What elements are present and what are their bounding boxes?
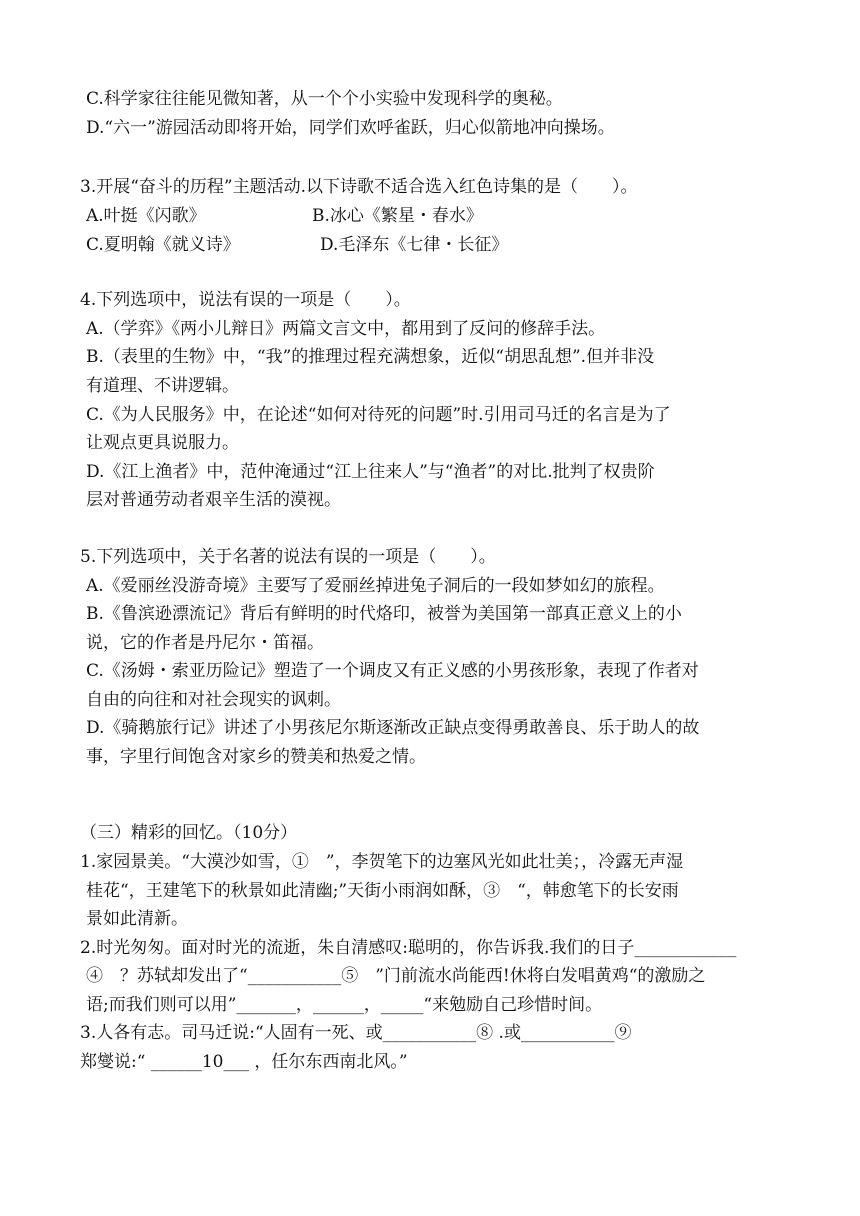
q4-option-b-line1: B.（表里的生物》中，“我”的推理过程充满想象，近似“胡思乱想”.但并非没 bbox=[86, 347, 655, 367]
q4-option-a: A.（学弈》《两小儿辩日》两篇文言文中，都用到了反问的修辞手法。 bbox=[86, 319, 606, 339]
section3-item2-line2: ④ ？苏轼却发出了“___________⑤ ”门前流水尚能西!休将白发唱黄鸡“的激励之 bbox=[86, 966, 706, 986]
section3-item2-line1: 2.时光匆匆。面对时光的流逝，朱自清感叹:聪明的，你告诉我.我们的日子____________ bbox=[80, 938, 737, 958]
q3-stem: 3.开展“奋斗的历程”主题活动.以下诗歌不适合选入红色诗集的是（ ）。 bbox=[80, 177, 638, 197]
q5-option-c-line1: C.《汤姆・索亚历险记》塑造了一个调皮又有正义感的小男孩形象，表现了作者对 bbox=[86, 661, 699, 681]
q4-option-b-line2: 有道理、不讲逻辑。 bbox=[86, 376, 239, 396]
section3-item3-line2: 郑燮说:“ ______10___ ，任尔东西南北风。” bbox=[80, 1052, 408, 1072]
q3-option-a: A.叶挺《闪歌》 bbox=[86, 206, 206, 226]
section3-title: （三）精彩的回忆。（10分） bbox=[80, 823, 298, 843]
q3-option-c: C.夏明翰《就义诗》 bbox=[86, 235, 240, 255]
q3-option-d: D.毛泽东《七律・长征》 bbox=[320, 235, 509, 255]
q4-option-c-line1: C.《为人民服务》中，在论述“如何对待死的问题”时.引用司马迁的名言是为了 bbox=[86, 405, 671, 425]
section3-item2-line3: 语;而我们则可以用”_______，______，_____“来勉励自己珍惜时间。 bbox=[86, 995, 603, 1015]
q4-option-d-line1: D.《江上渔者》中，范仲淹通过“江上往来人”与“渔者”的对比.批判了权贵阶 bbox=[86, 462, 655, 482]
section3-item1-line1: 1.家园景美。“大漠沙如雪，① ”，李贺笔下的边塞风光如此壮美；，冷露无声湿 bbox=[80, 852, 684, 872]
section3-item1-line3: 景如此清新。 bbox=[86, 909, 188, 929]
q5-option-b-line1: B.《鲁滨逊漂流记》背后有鲜明的时代烙印，被誉为美国第一部真正意义上的小 bbox=[86, 604, 682, 624]
section3-item1-line2: 桂花“，王建笔下的秋景如此清幽;”天街小雨润如酥，③ “，韩愈笔下的长安雨 bbox=[86, 881, 679, 901]
q2-option-c: C.科学家往往能见微知著，从一个个小实验中发现科学的奥秘。 bbox=[86, 89, 563, 109]
q5-option-b-line2: 说，它的作者是丹尼尔・笛福。 bbox=[86, 633, 324, 653]
q5-option-d-line1: D.《骑鹅旅行记》讲述了小男孩尼尔斯逐渐改正缺点变得勇敢善良、乐于助人的故 bbox=[86, 718, 700, 738]
q2-option-d: D.“六一”游园活动即将开始，同学们欢呼雀跃，归心似箭地冲向操场。 bbox=[86, 118, 615, 138]
q5-option-c-line2: 自由的向往和对社会现实的讽刺。 bbox=[86, 690, 341, 710]
q4-stem: 4.下列选项中，说法有误的一项是（ ）。 bbox=[80, 290, 411, 310]
q3-option-b: B.冰心《繁星・春水》 bbox=[312, 206, 483, 226]
q4-option-c-line2: 让观点更具说服力。 bbox=[86, 433, 239, 453]
q5-stem: 5.下列选项中，关于名著的说法有误的一项是（ ）。 bbox=[80, 547, 496, 567]
q5-option-d-line2: 事，字里行间饱含对家乡的赞美和热爱之情。 bbox=[86, 747, 426, 767]
q4-option-d-line2: 层对普通劳动者艰辛生活的漠视。 bbox=[86, 490, 341, 510]
q5-option-a: A.《爱丽丝没游奇境》主要写了爱丽丝掉进兔子洞后的一段如梦如幻的旅程。 bbox=[86, 576, 665, 596]
section3-item3-line1: 3.人各有志。司马迁说:“人固有一死、或___________⑧ .或___________⑨ bbox=[80, 1023, 632, 1043]
